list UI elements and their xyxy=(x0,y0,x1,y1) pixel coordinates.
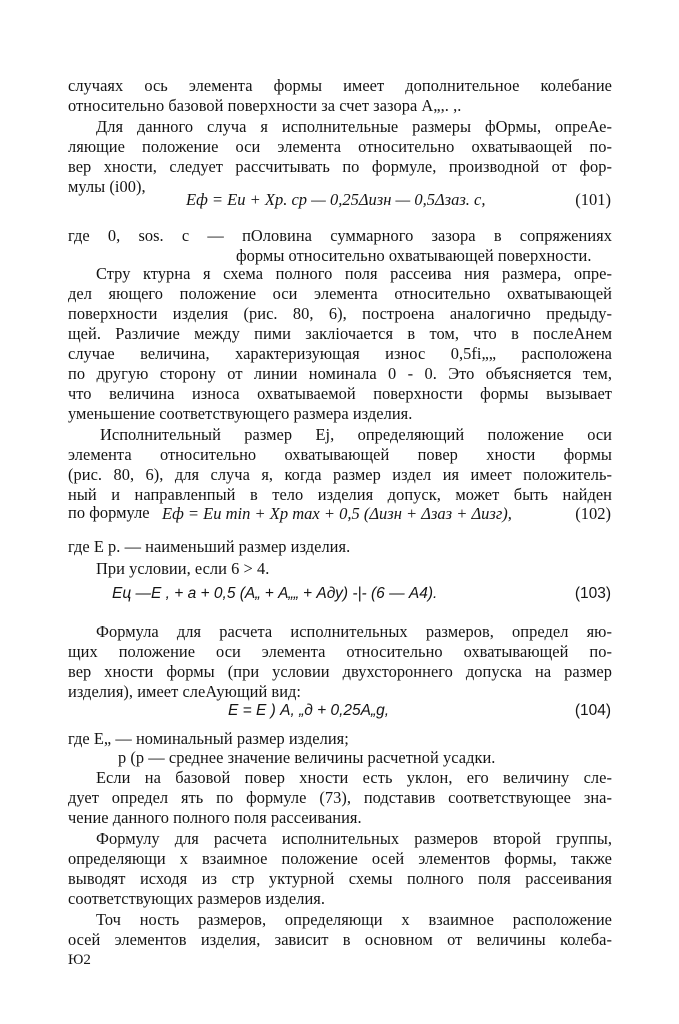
text-line: щей. Различие между пими заклiочается в том, что в послеАнем xyxy=(68,324,612,343)
text-line: выводят исходя из стр уктурной схемы полного поля рассеивания xyxy=(68,869,612,888)
text-line: случаях ось элемента формы имеет дополнительное колебание xyxy=(68,76,612,95)
text-line: дует определ ять по формуле (73), подставив соответствующее зна- xyxy=(68,788,612,807)
text-line: ляющие положение оси элемента относительно охватываощей по- xyxy=(68,137,612,156)
text-line: Для данного случа я исполнительные размеры фОрмы, опреАе- xyxy=(96,117,612,136)
text-line: где 0, sos. c — пОловина суммарного зазора в сопряжениях xyxy=(68,226,612,245)
text-line: по формуле xyxy=(68,503,150,522)
text-line: соответствующих размеров изделия. xyxy=(68,889,326,908)
page-number: Ю2 xyxy=(68,952,91,968)
text-line: где E p. — наименьший размер изделия. xyxy=(68,537,351,556)
equation-number-101: (101) xyxy=(575,190,611,209)
text-line: дел яющего положение оси элемента относительно охватывающей xyxy=(68,284,612,303)
text-line: поверхности изделия (рис. 80, 6), построена аналогично предыду- xyxy=(68,304,612,323)
text-line: Формулу для расчета исполнительных размеров второй группы, xyxy=(96,829,612,848)
text-line: по другую сторону от линии номинала 0 - 0. Это объясняется тем, xyxy=(68,364,612,383)
text-line: определяющи х взаимное положение осей элементов формы, также xyxy=(68,849,612,868)
text-line: осей элементов изделия, зависит в основном от величины колеба- xyxy=(68,930,612,949)
text-line: формы относительно охватывающей поверхности. xyxy=(236,246,592,265)
text-line: Исполнительный размер Ej, определяющий положение оси xyxy=(100,425,612,444)
text-line: чение данного полного поля рассеивания. xyxy=(68,808,362,827)
text-line: случае величина, характеризующая износ 0,5fi„„ расположена xyxy=(68,344,612,363)
text-line: При условии, если 6 > 4. xyxy=(96,559,270,578)
text-line: щих положение оси элемента относительно охватывающей по- xyxy=(68,642,612,661)
equation-104: E = E ) А, „д + 0,25А„g, xyxy=(228,702,390,719)
equation-102: Eф = Eи min + Xр max + 0,5 (Δизн + Δзаз + Δизг), xyxy=(162,504,512,523)
text-line: относительно базовой поверхности за счет зазора А„,. ,. xyxy=(68,96,462,115)
text-line: где E„ — номинальный размер изделия; xyxy=(68,729,349,748)
text-line: (рис. 80, 6), для случа я, когда размер издел ия имеет положитель- xyxy=(68,465,612,484)
equation-103: Eц —E , + а + 0,5 (А„ + А„„ + Аду) -|- (6 — А4). xyxy=(112,585,438,602)
text-line: Стру ктурна я схема полного поля рассеива ния размера, опре- xyxy=(96,264,612,283)
text-line: элемента относительно охватывающей повер хности формы xyxy=(68,445,612,464)
text-line: Формула для расчета исполнительных размеров, определ яю- xyxy=(96,622,612,641)
text-line: изделия), имеет слеАующий вид: xyxy=(68,682,302,701)
equation-101: Eф = Eи + Xр. ср — 0,25Δизн — 0,5Δзаз. с, xyxy=(186,190,486,209)
text-line: ный и направленпый в тело изделия допуск, может быть найден xyxy=(68,485,612,504)
text-line: что величина износа охватываемой поверхности формы вызывает xyxy=(68,384,612,403)
text-line: вер хности формы (при условии двухстороннего допуска на размер xyxy=(68,662,612,681)
equation-number-102: (102) xyxy=(575,504,611,523)
text-line: уменьшение соответствующего размера изделия. xyxy=(68,404,413,423)
text-line: Точ ность размеров, определяющи х взаимное расположение xyxy=(96,910,612,929)
text-line: p (р — среднее значение величины расчетной усадки. xyxy=(118,748,496,767)
text-line: Если на базовой повер хности есть уклон, его величину сле- xyxy=(96,768,612,787)
text-line: вер хности, следует рассчитывать по формуле, производной от фор- xyxy=(68,157,612,176)
equation-number-103: (103) xyxy=(574,585,611,602)
text-line: мулы (i00), xyxy=(68,177,146,196)
equation-number-104: (104) xyxy=(574,702,611,719)
